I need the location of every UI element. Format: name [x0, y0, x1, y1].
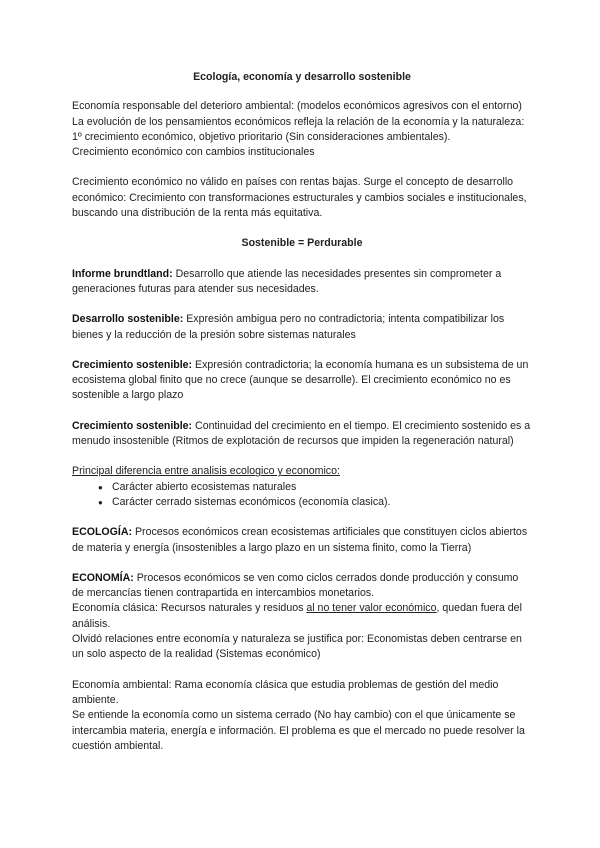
list-item: ● Carácter cerrado sistemas económicos (economía clasica). — [98, 495, 532, 510]
economia-olvido: Olvidó relaciones entre economía y naturaleza se justifica por: Economistas deben centrarse en un solo aspecto de la realidad (Sistemas económico) — [72, 633, 522, 661]
intro-line-2: La evolución de los pensamientos económicos refleja la relación de la economía y la naturaleza: 1º crecimiento económico, objetivo prioritario (Sin consideraciones ambientales). — [72, 115, 525, 143]
definition-text: Desarrollo que atiende las necesidades presentes sin comprometer a generaciones futuras para atender sus necesidades. — [72, 267, 502, 295]
definition-text: Expresión contradictoria; la economía humana es un subsistema de un ecosistema global finito que no crece (aunque se desarrolle). El crecimiento económico no es sostenible a largo plazo — [72, 358, 529, 402]
intro-line-3: Crecimiento económico con cambios institucionales — [72, 146, 315, 159]
definition-brundtland — [72, 267, 532, 298]
definition-crecimiento-sostenible-2 — [72, 419, 532, 450]
economia-clasica: Economía clásica: Recursos naturales y residuos al no tener valor económico, quedan fuera del análisis. — [72, 602, 522, 630]
intro-line-1: Economía responsable del deterioro ambiental: (modelos económicos agresivos con el entorno) — [72, 100, 522, 113]
document-content — [72, 70, 532, 754]
underlined-phrase: al no tener valor económico — [306, 602, 437, 615]
economia-term: ECONOMÍA: — [72, 571, 134, 584]
definition-term: Informe brundtland: — [72, 267, 173, 280]
ecologia-term: ECOLOGÍA: — [72, 526, 133, 539]
definition-term: Desarrollo sostenible: — [72, 313, 184, 326]
ambiental-line-2: Se entiende la economía como un sistema cerrado (No hay cambio) con el que únicamente se intercambia materia, energía e información. El problema es que el mercado no puede resolver la cuestión ambiental. — [72, 709, 525, 752]
page-title: Ecología, economía y desarrollo sostenible — [193, 71, 411, 83]
economia-paragraph — [72, 571, 532, 602]
subtitle: Sostenible = Perdurable — [241, 237, 363, 250]
definition-term: Crecimiento sostenible: — [72, 419, 193, 432]
ecologia-text: Procesos económicos crean ecosistemas artificiales que constituyen ciclos abiertos de materia y energía (insostenibles a largo plazo en un sistema finito, como la Tierra) — [72, 526, 528, 554]
development-paragraph: Crecimiento económico no válido en países con rentas bajas. Surge el concepto de desarrollo económico: Crecimiento con transformaciones estructurales y cambios sociales e institucionales, buscando una distribución de la renta más equitativa. — [72, 176, 527, 220]
definition-text: Expresión ambigua pero no contradictoria; intenta compatibilizar los bienes y la reducción de la presión sobre sistemas naturales — [72, 313, 505, 341]
ambiental-line-1: Economía ambiental: Rama economía clásica que estudia problemas de gestión del medio ambiente. — [72, 678, 499, 706]
definition-crecimiento-sostenible-1 — [72, 358, 532, 404]
list-item: ● Carácter abierto ecosistemas naturales — [98, 480, 532, 495]
difference-list — [72, 480, 532, 511]
ecologia-paragraph — [72, 525, 532, 556]
definition-desarrollo-sostenible — [72, 312, 532, 343]
economia-text: Procesos económicos se ven como ciclos cerrados donde producción y consumo de mercancías tienen contrapartida en intercambios monetarios. — [72, 571, 519, 600]
difference-heading: Principal diferencia entre analisis ecologico y economico: — [72, 465, 340, 478]
definition-term: Crecimiento sostenible: — [72, 358, 193, 371]
definition-text: Continuidad del crecimiento en el tiempo. El crecimiento sostenido es a menudo insostenible (Ritmos de explotación de recursos que impiden la regeneración natural) — [72, 419, 531, 448]
